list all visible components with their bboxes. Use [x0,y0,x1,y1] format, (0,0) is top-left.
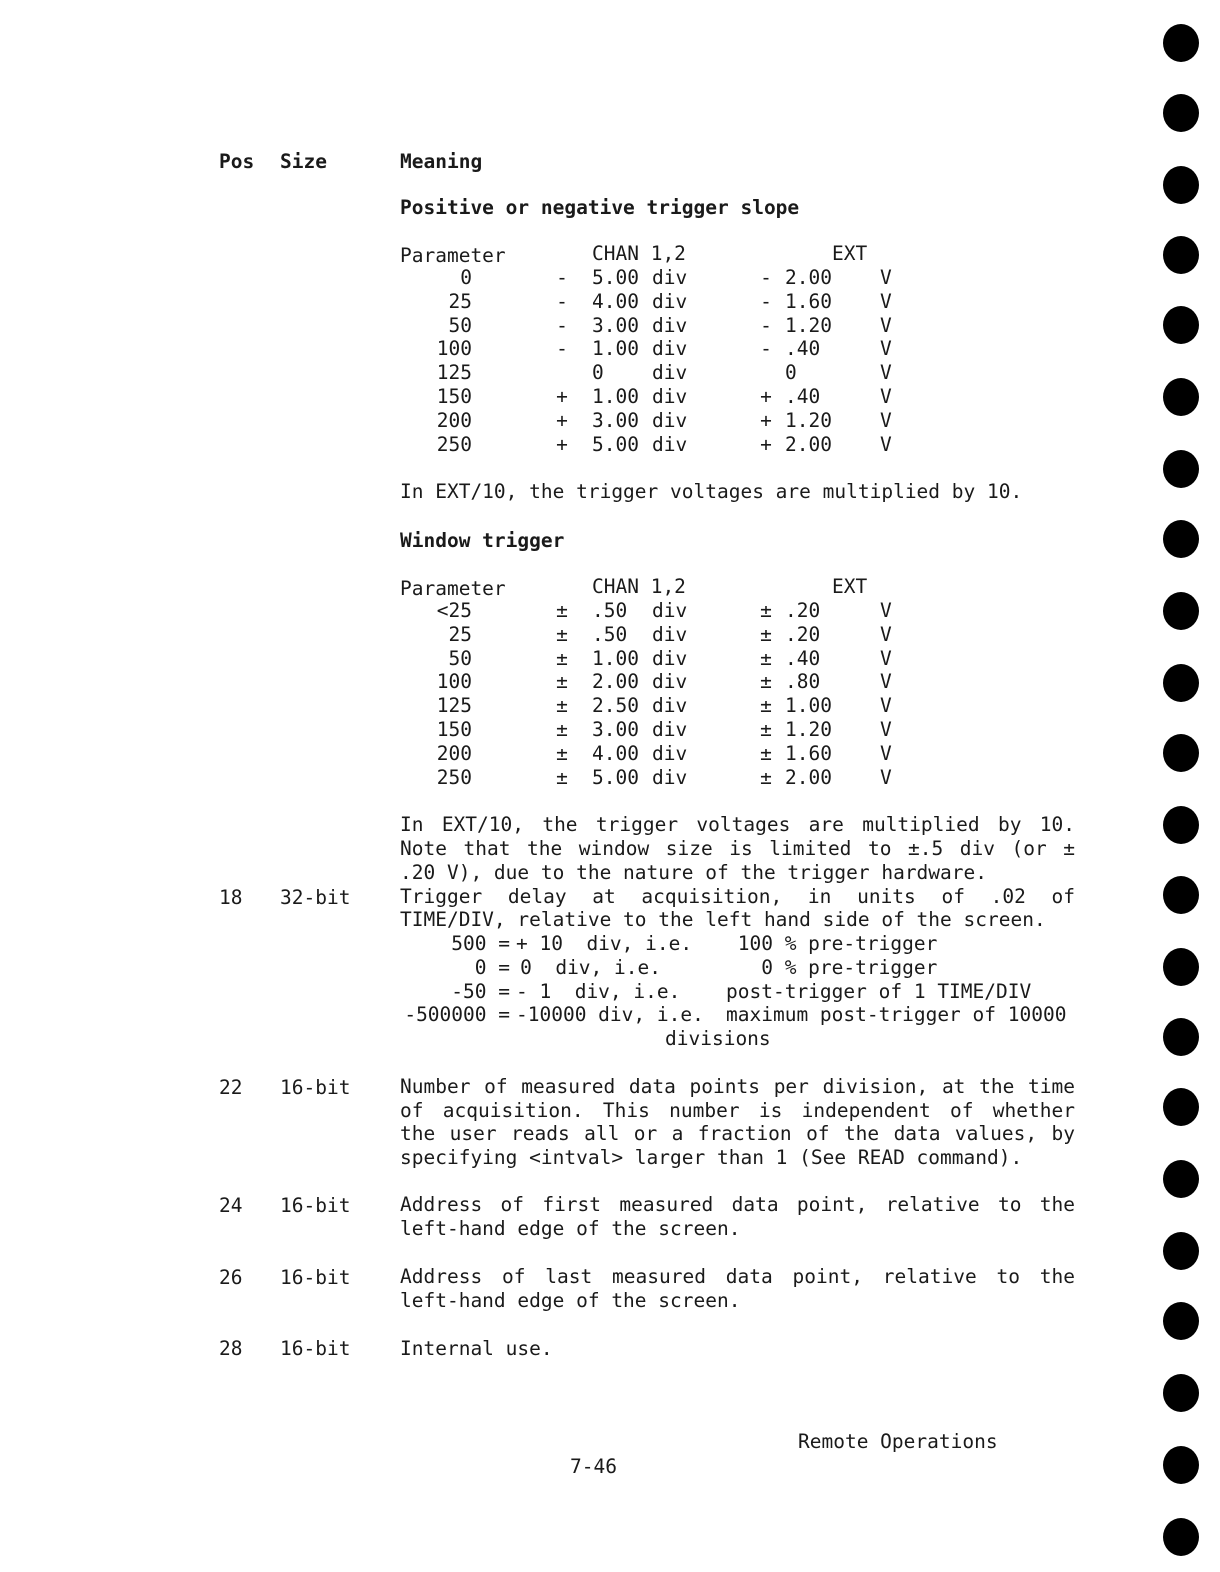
delay-example-meaning: post-trigger of 1 TIME/DIV [726,979,1032,1003]
header-pos: Pos [219,150,255,173]
table-chan-sign: - [556,289,568,313]
delay-example-div: 0 div, i.e. [520,955,661,979]
window-section-title: Window trigger [400,529,565,552]
window-col-chan: CHAN 1,2 [592,575,686,598]
table-ext-value: 1.20 [785,408,832,432]
table-ext-sign: - [760,289,772,313]
entry-pos: 22 [219,1076,243,1099]
table-chan-unit: div [652,718,688,741]
table-chan-value: 5.00 [592,432,639,456]
table-ext-value: .40 [785,385,821,408]
binder-hole-icon [1163,166,1199,204]
table-ext-unit: V [880,337,892,361]
entry-line: Trigger delay at acquisition, in units of .02 of [400,885,1075,908]
table-chan-sign: - [556,313,568,337]
entry-size: 16-bit [280,1266,351,1289]
table-ext-value: 0 [785,361,797,385]
table-ext-sign: - [760,313,772,337]
window-note-line-3: .20 V), due to the nature of the trigger hardware. [400,861,987,884]
binder-hole-icon [1163,592,1199,630]
table-chan-sign: + [556,385,568,408]
table-chan-unit: div [652,622,688,646]
table-ext-unit: V [880,408,892,432]
table-param-cell: 200 [436,741,472,765]
table-param-cell: 100 [436,670,472,694]
entry-size: 16-bit [280,1076,351,1099]
table-ext-sign: + [760,432,772,456]
table-chan-unit: div [652,432,688,456]
table-ext-value: 1.20 [785,313,832,337]
table-ext-sign: - [760,337,772,361]
binder-hole-icon [1163,1302,1199,1340]
delay-example-param: 500 = [451,932,510,955]
table-chan-unit: div [652,646,688,670]
table-chan-sign: ± [556,599,568,622]
table-chan-value: 0 [592,361,604,385]
table-chan-sign: ± [556,646,568,670]
binder-hole-icon [1163,1088,1199,1126]
table-ext-sign: ± [760,646,772,670]
table-ext-sign: ± [760,765,772,789]
window-col-ext: EXT [832,575,868,598]
table-param-cell: <25 [436,599,472,622]
entry-size: 32-bit [280,886,351,909]
binder-hole-icon [1163,1232,1199,1270]
table-chan-sign: ± [556,622,568,646]
binder-hole-icon [1163,1374,1199,1412]
table-chan-sign: ± [556,765,568,789]
table-ext-sign: ± [760,718,772,741]
footer-section-name: Remote Operations [798,1430,998,1453]
entry-line: Address of last measured data point, relative to the [400,1265,1075,1288]
table-ext-value: .40 [785,337,821,361]
table-ext-unit: V [880,694,892,718]
table-ext-unit: V [880,765,892,789]
entry-line: the user reads all or a fraction of the data values, by [400,1122,1075,1145]
table-param-cell: 150 [436,385,472,408]
table-chan-sign: - [556,337,568,361]
table-chan-value: 2.50 [592,694,639,718]
table-param-cell: 50 [448,313,472,337]
slope-col-ext: EXT [832,242,868,265]
table-chan-value: 5.00 [592,266,639,289]
table-chan-value: .50 [592,599,628,622]
entry-line: Internal use. [400,1337,553,1360]
delay-example-meaning: 0 % pre-trigger [726,955,938,979]
entry-size: 16-bit [280,1337,351,1360]
entry-line: left-hand edge of the screen. [400,1289,741,1312]
table-param-cell: 25 [448,289,472,313]
table-ext-unit: V [880,385,892,408]
table-ext-value: 1.60 [785,289,832,313]
table-chan-sign: ± [556,694,568,718]
table-chan-value: 1.00 [592,646,639,670]
entry-line: Number of measured data points per division, at the time [400,1075,1075,1098]
slope-col-chan: CHAN 1,2 [592,242,686,265]
delay-example-div: + 10 div, i.e. [516,932,693,955]
binder-hole-icon [1163,378,1199,416]
table-ext-value: 2.00 [785,765,832,789]
table-chan-value: 2.00 [592,670,639,694]
binder-hole-icon [1163,734,1199,772]
table-chan-value: 3.00 [592,313,639,337]
table-ext-value: .20 [785,622,821,646]
table-chan-value: .50 [592,622,628,646]
binder-hole-icon [1163,236,1199,274]
table-param-cell: 25 [448,622,472,646]
table-chan-unit: div [652,385,688,408]
table-chan-sign: ± [556,741,568,765]
page-number: 7-46 [570,1455,617,1478]
table-chan-unit: div [652,741,688,765]
table-ext-unit: V [880,741,892,765]
table-chan-value: 3.00 [592,408,639,432]
binder-hole-icon [1163,520,1199,558]
delay-example-param: 0 = [474,955,510,979]
table-chan-sign: ± [556,670,568,694]
entry-line: of acquisition. This number is independent of whether [400,1099,1075,1122]
table-ext-value: 1.60 [785,741,832,765]
table-ext-value: 2.00 [785,432,832,456]
table-ext-value: 1.20 [785,718,832,741]
table-ext-value: 1.00 [785,694,832,718]
table-chan-unit: div [652,313,688,337]
binder-hole-icon [1163,948,1199,986]
table-chan-unit: div [652,765,688,789]
table-chan-sign: ± [556,718,568,741]
table-chan-value: 4.00 [592,289,639,313]
table-ext-unit: V [880,718,892,741]
table-chan-value: 4.00 [592,741,639,765]
table-ext-sign: ± [760,694,772,718]
binder-hole-icon [1163,1160,1199,1198]
table-ext-sign: ± [760,670,772,694]
table-param-cell: 50 [448,646,472,670]
table-ext-sign: - [760,266,772,289]
header-meaning: Meaning [400,150,483,173]
entry-continuation: divisions [665,1027,771,1050]
table-ext-sign: ± [760,599,772,622]
table-param-cell: 0 [460,266,472,289]
table-param-cell: 125 [436,361,472,385]
table-ext-unit: V [880,432,892,456]
table-ext-value: .20 [785,599,821,622]
window-col-parameter: Parameter [400,577,506,600]
delay-example-meaning: 100 % pre-trigger [726,932,938,955]
table-chan-unit: div [652,408,688,432]
table-param-cell: 100 [436,337,472,361]
table-ext-sign: + [760,385,772,408]
table-ext-unit: V [880,361,892,385]
table-ext-unit: V [880,622,892,646]
binder-hole-icon [1163,1518,1199,1556]
entry-line: specifying <intval> larger than 1 (See READ command). [400,1146,1023,1169]
delay-example-div: -10000 div, i.e. [516,1003,704,1027]
binder-hole-icon [1163,806,1199,844]
delay-example-param: -50 = [451,979,510,1003]
table-ext-sign: ± [760,622,772,646]
table-ext-value: .80 [785,670,821,694]
table-ext-value: .40 [785,646,821,670]
window-note-line-1: In EXT/10, the trigger voltages are multiplied by 10. [400,813,1075,836]
table-chan-unit: div [652,670,688,694]
window-note-line-2: Note that the window size is limited to ±.5 div (or ± [400,837,1075,860]
entry-line: Address of first measured data point, relative to the [400,1193,1075,1216]
table-ext-unit: V [880,289,892,313]
binder-hole-icon [1163,450,1199,488]
delay-example-div: - 1 div, i.e. [516,979,681,1003]
table-chan-unit: div [652,361,688,385]
entry-line: TIME/DIV, relative to the left hand side of the screen. [400,908,1046,931]
table-ext-unit: V [880,599,892,622]
binder-hole-icon [1163,94,1199,132]
binder-hole-icon [1163,24,1199,62]
entry-pos: 24 [219,1194,243,1217]
delay-example-meaning: maximum post-trigger of 10000 [726,1003,1067,1027]
table-chan-value: 1.00 [592,385,639,408]
binder-hole-icon [1163,664,1199,702]
table-ext-value: 2.00 [785,266,832,289]
table-chan-unit: div [652,694,688,718]
table-ext-sign: + [760,408,772,432]
table-chan-unit: div [652,266,688,289]
delay-example-param: -500000 = [404,1003,510,1027]
slope-col-parameter: Parameter [400,244,506,267]
table-param-cell: 200 [436,408,472,432]
table-ext-unit: V [880,646,892,670]
binder-hole-icon [1163,306,1199,344]
table-ext-unit: V [880,266,892,289]
table-chan-sign: + [556,408,568,432]
binder-hole-icon [1163,1018,1199,1056]
table-param-cell: 250 [436,432,472,456]
table-chan-sign: + [556,432,568,456]
table-ext-sign: ± [760,741,772,765]
binder-hole-icon [1163,876,1199,914]
entry-pos: 26 [219,1266,243,1289]
table-ext-unit: V [880,313,892,337]
entry-pos: 18 [219,886,243,909]
entry-line: left-hand edge of the screen. [400,1217,741,1240]
table-chan-value: 3.00 [592,718,639,741]
header-size: Size [280,150,327,173]
table-chan-value: 5.00 [592,765,639,789]
slope-section-title: Positive or negative trigger slope [400,196,800,219]
table-param-cell: 250 [436,765,472,789]
binder-hole-icon [1163,1446,1199,1484]
table-chan-value: 1.00 [592,337,639,361]
table-chan-sign: - [556,266,568,289]
entry-size: 16-bit [280,1194,351,1217]
table-ext-unit: V [880,670,892,694]
table-param-cell: 150 [436,718,472,741]
table-param-cell: 125 [436,694,472,718]
entry-pos: 28 [219,1337,243,1360]
table-chan-unit: div [652,289,688,313]
table-chan-unit: div [652,337,688,361]
slope-note: In EXT/10, the trigger voltages are multiplied by 10. [400,480,1023,503]
table-chan-unit: div [652,599,688,622]
